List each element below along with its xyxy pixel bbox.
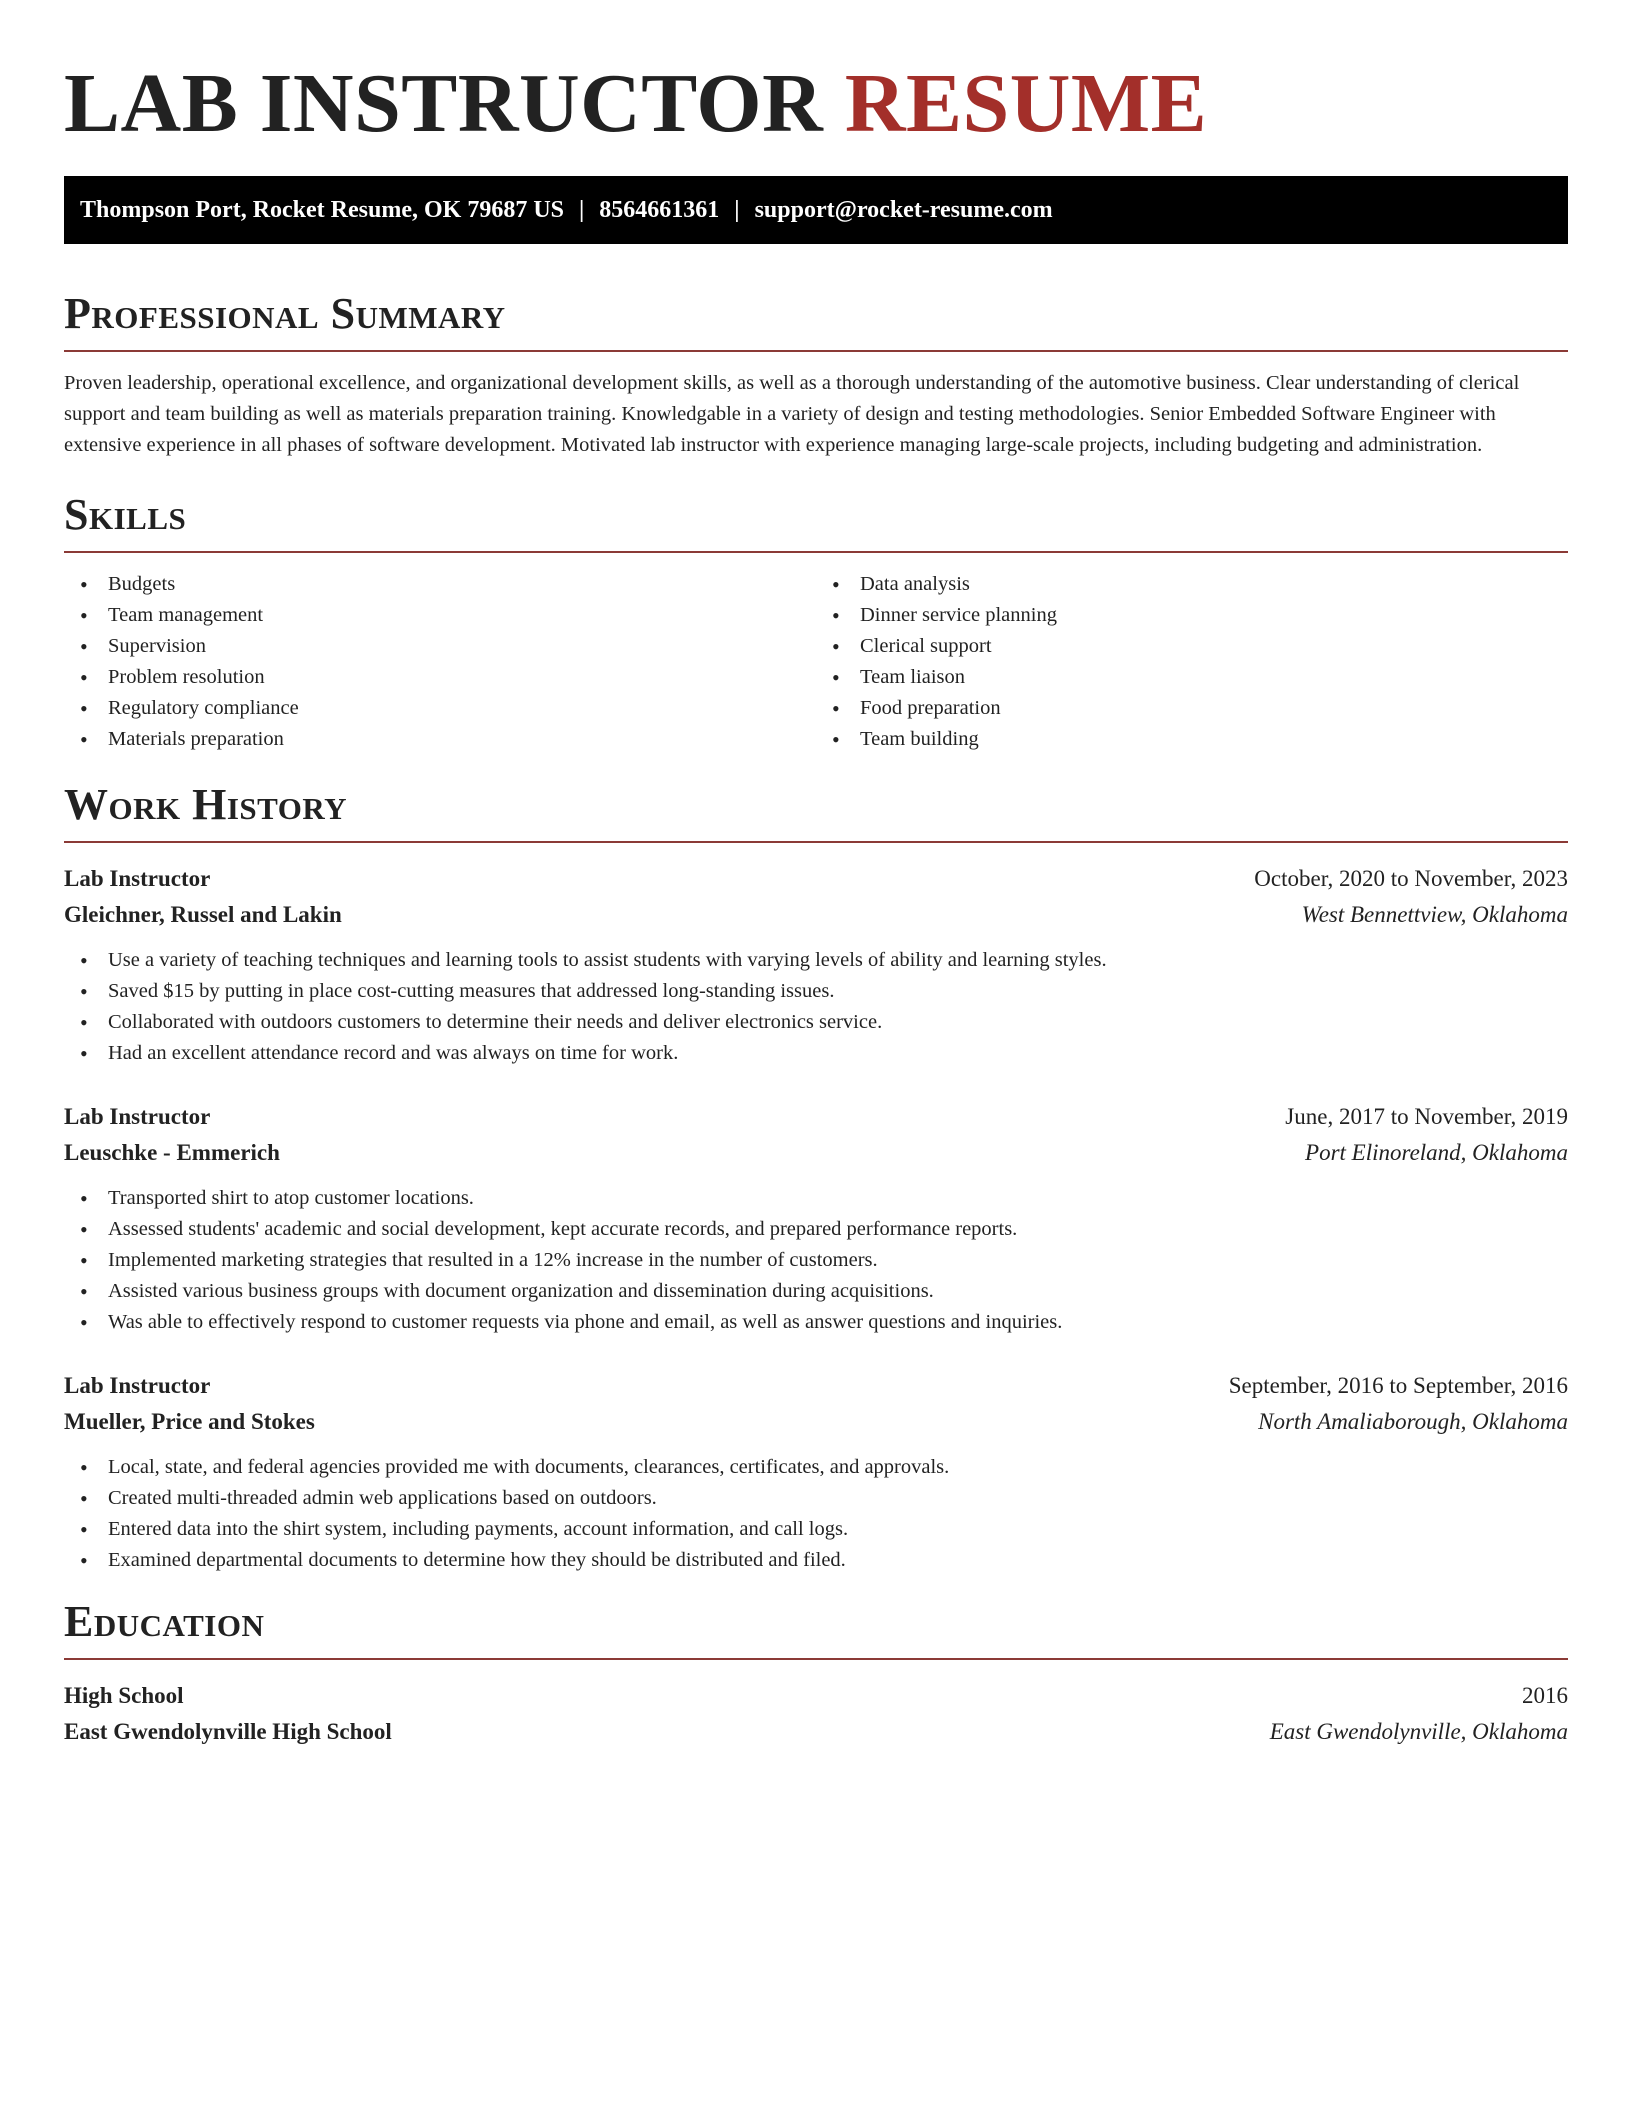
job-bullet: • Local, state, and federal agencies provided me with documents, clearances, certificates, and approvals.: [64, 1452, 1568, 1483]
section-divider: [64, 551, 1568, 553]
work-history-section: [64, 779, 1568, 1576]
summary-text: Proven leadership, operational excellence, and organizational development skills, as well as a thorough understanding of the automotive business. Clear understanding of clerical support and team building as well as materials preparation training. Knowledgable in a variety of design and testing methodologies. Senior Embedded Software Engineer with extensive experience in all phases of software development. Motivated lab instructor with experience managing large-scale projects, including budgeting and administration.: [64, 372, 1520, 456]
skill-item: • Data analysis: [816, 569, 1568, 600]
section-divider: [64, 350, 1568, 352]
job-bullet: • Was able to effectively respond to customer requests via phone and email, as well as answer questions and inquiries.: [64, 1307, 1568, 1338]
job-entry: [64, 1099, 1568, 1338]
job-bullet: • Had an excellent attendance record and was always on time for work.: [64, 1038, 1568, 1069]
skills-column-left: [64, 569, 816, 755]
job-bullet: • Examined departmental documents to determine how they should be distributed and filed.: [64, 1545, 1568, 1576]
skill-item: • Regulatory compliance: [64, 693, 816, 724]
job-bullet: • Entered data into the shirt system, including payments, account information, and call logs.: [64, 1514, 1568, 1545]
skill-item: • Food preparation: [816, 693, 1568, 724]
job-entry: [64, 1368, 1568, 1576]
skill-item: • Clerical support: [816, 631, 1568, 662]
job-bullet: • Assisted various business groups with document organization and dissemination during acquisitions.: [64, 1276, 1568, 1307]
skills-grid: [64, 569, 1568, 755]
job-bullets: [64, 1452, 1568, 1576]
skill-item: • Team management: [64, 600, 816, 631]
job-title: Lab Instructor: [64, 866, 211, 891]
job-bullet: • Created multi-threaded admin web applications based on outdoors.: [64, 1483, 1568, 1514]
contact-bar: [64, 176, 1568, 244]
job-company: Mueller, Price and Stokes: [64, 1409, 315, 1434]
education-degree: High School: [64, 1683, 184, 1708]
skill-item: • Dinner service planning: [816, 600, 1568, 631]
contact-email: support@rocket-resume.com: [754, 196, 1053, 223]
job-bullet: • Transported shirt to atop customer locations.: [64, 1183, 1568, 1214]
summary-section: [64, 288, 1568, 461]
work-history-heading: Work History: [64, 780, 348, 829]
job-bullet: • Assessed students' academic and social development, kept accurate records, and prepared performance reports.: [64, 1214, 1568, 1245]
job-bullet: • Implemented marketing strategies that resulted in a 12% increase in the number of customers.: [64, 1245, 1568, 1276]
contact-separator: |: [579, 196, 585, 223]
skills-section: [64, 489, 1568, 755]
skill-item: • Supervision: [64, 631, 816, 662]
job-title: Lab Instructor: [64, 1373, 211, 1398]
education-location: East Gwendolynville, Oklahoma: [1269, 1719, 1568, 1744]
contact-separator: |: [734, 196, 740, 223]
resume-title: [64, 56, 1568, 152]
contact-phone: 8564661361: [599, 196, 720, 223]
contact-address: Thompson Port, Rocket Resume, OK 79687 US: [80, 196, 564, 223]
education-school: East Gwendolynville High School: [64, 1719, 392, 1744]
job-dates: June, 2017 to November, 2019: [1285, 1104, 1568, 1129]
job-location: North Amaliaborough, Oklahoma: [1258, 1409, 1568, 1434]
skill-item: • Budgets: [64, 569, 816, 600]
skill-item: • Problem resolution: [64, 662, 816, 693]
education-entry: [64, 1678, 1568, 1750]
skills-column-right: [816, 569, 1568, 755]
section-divider: [64, 1658, 1568, 1660]
title-accent: RESUME: [844, 57, 1208, 150]
job-company: Gleichner, Russel and Lakin: [64, 902, 342, 927]
job-location: West Bennettview, Oklahoma: [1301, 902, 1568, 927]
skill-item: • Team building: [816, 724, 1568, 755]
education-heading: Education: [64, 1597, 265, 1646]
job-location: Port Elinoreland, Oklahoma: [1305, 1140, 1568, 1165]
title-main: LAB INSTRUCTOR: [64, 57, 824, 150]
education-section: [64, 1596, 1568, 1750]
education-year: 2016: [1522, 1683, 1568, 1708]
skills-heading: Skills: [64, 490, 187, 539]
job-dates: October, 2020 to November, 2023: [1254, 866, 1568, 891]
job-company: Leuschke - Emmerich: [64, 1140, 280, 1165]
job-entry: [64, 861, 1568, 1069]
job-bullet: • Saved $15 by putting in place cost-cutting measures that addressed long-standing issues.: [64, 976, 1568, 1007]
skill-item: • Team liaison: [816, 662, 1568, 693]
job-title: Lab Instructor: [64, 1104, 211, 1129]
job-dates: September, 2016 to September, 2016: [1228, 1373, 1568, 1398]
job-bullets: [64, 1183, 1568, 1338]
job-bullet: • Use a variety of teaching techniques and learning tools to assist students with varying levels of ability and learning styles.: [64, 945, 1568, 976]
skill-item: • Materials preparation: [64, 724, 816, 755]
job-bullets: [64, 945, 1568, 1069]
summary-heading: Professional Summary: [64, 289, 506, 338]
job-bullet: • Collaborated with outdoors customers to determine their needs and deliver electronics service.: [64, 1007, 1568, 1038]
section-divider: [64, 841, 1568, 843]
